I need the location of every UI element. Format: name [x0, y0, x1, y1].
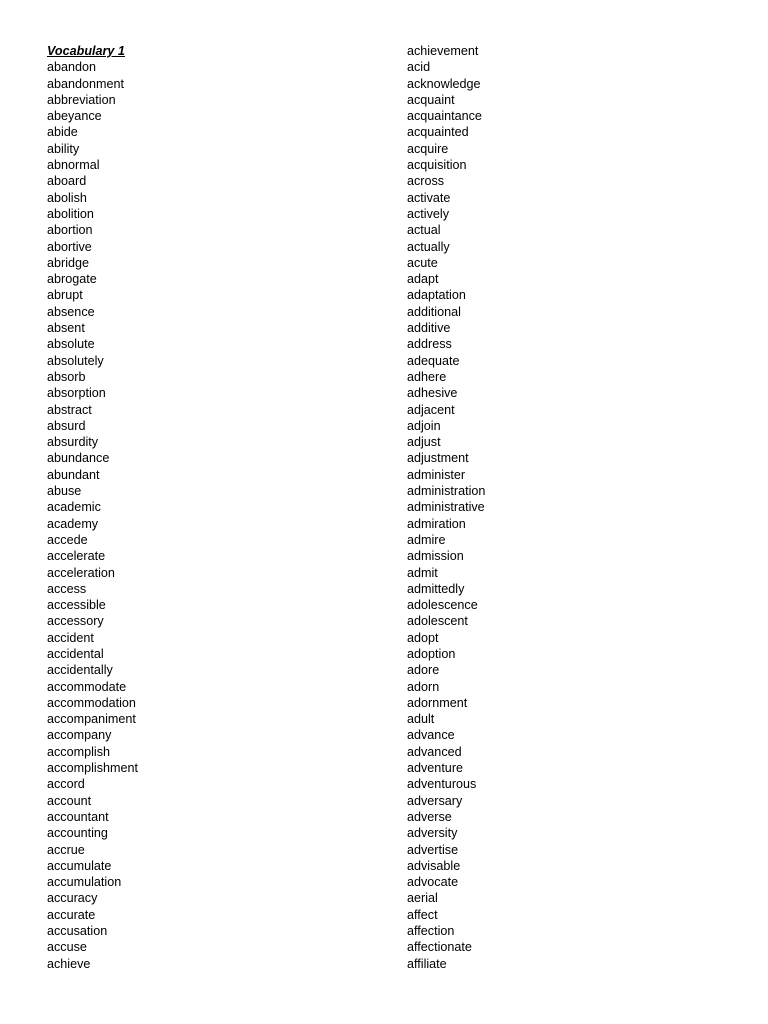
vocabulary-word: abandonment — [47, 76, 125, 91]
vocabulary-word: absurdity — [47, 435, 99, 450]
vocabulary-word: accomplishment — [47, 761, 138, 776]
vocabulary-word: abundance — [47, 451, 110, 466]
vocabulary-word: adventurous — [407, 777, 477, 792]
vocabulary-word: adequate — [407, 353, 460, 368]
vocabulary-word: admiration — [407, 516, 466, 531]
vocabulary-word: acceleration — [47, 565, 115, 580]
vocabulary-word: adult — [407, 712, 435, 727]
vocabulary-word: affection — [407, 924, 455, 939]
vocabulary-word: admit — [407, 565, 438, 580]
vocabulary-word: abolish — [47, 190, 87, 205]
vocabulary-word: acid — [407, 60, 431, 75]
vocabulary-word: admire — [407, 532, 446, 547]
vocabulary-word: abortive — [47, 239, 92, 254]
vocabulary-word: abortion — [47, 223, 93, 238]
vocabulary-word: adorn — [407, 679, 440, 694]
vocabulary-word: address — [407, 337, 452, 352]
vocabulary-word: adapt — [407, 272, 439, 287]
vocabulary-word: accuse — [47, 940, 87, 955]
vocabulary-word: abundant — [47, 467, 100, 482]
vocabulary-word: absolute — [47, 337, 95, 352]
vocabulary-word: adverse — [407, 809, 452, 824]
vocabulary-word: adore — [407, 663, 440, 678]
vocabulary-word: accomplish — [47, 744, 110, 759]
vocabulary-word: adhere — [407, 369, 447, 384]
vocabulary-word: acquaintance — [407, 109, 482, 124]
vocabulary-word: acknowledge — [407, 76, 481, 91]
vocabulary-word: accompaniment — [47, 712, 136, 727]
vocabulary-word: adhesive — [407, 386, 458, 401]
vocabulary-word: affect — [407, 907, 438, 922]
vocabulary-word: actual — [407, 223, 441, 238]
vocabulary-word: adjacent — [407, 402, 455, 417]
vocabulary-word: acute — [407, 255, 438, 270]
vocabulary-word: additional — [407, 304, 461, 319]
vocabulary-word: adjust — [407, 435, 441, 450]
vocabulary-word: accede — [47, 532, 88, 547]
vocabulary-word: abuse — [47, 484, 82, 499]
vocabulary-word: admittedly — [407, 581, 465, 596]
vocabulary-word: accumulate — [47, 858, 112, 873]
vocabulary-word: abeyance — [47, 109, 102, 124]
vocabulary-word: accommodation — [47, 695, 136, 710]
vocabulary-word: accident — [47, 630, 94, 645]
vocabulary-word: advance — [407, 728, 455, 743]
vocabulary-word: adopt — [407, 630, 439, 645]
vocabulary-word: adversary — [407, 793, 463, 808]
vocabulary-word: acquaint — [407, 92, 455, 107]
vocabulary-word: achievement — [407, 44, 479, 58]
vocabulary-word: advanced — [407, 744, 462, 759]
vocabulary-word: accessory — [47, 614, 104, 629]
vocabulary-word: adjoin — [407, 418, 441, 433]
vocabulary-word: abandon — [47, 60, 97, 75]
vocabulary-word: absorption — [47, 386, 106, 401]
vocabulary-word: advisable — [407, 858, 461, 873]
vocabulary-word: absolutely — [47, 353, 104, 368]
vocabulary-word: accessible — [47, 598, 106, 613]
vocabulary-word: abrupt — [47, 288, 83, 303]
vocabulary-word: actively — [407, 206, 449, 221]
vocabulary-word: across — [407, 174, 445, 189]
vocabulary-word: accidental — [47, 646, 104, 661]
vocabulary-word: advertise — [407, 842, 459, 857]
vocabulary-word: adaptation — [407, 288, 466, 303]
vocabulary-word: accounting — [47, 826, 108, 841]
vocabulary-word: administration — [407, 484, 486, 499]
vocabulary-word: abstract — [47, 402, 92, 417]
vocabulary-word: administer — [407, 467, 466, 482]
vocabulary-word: accrue — [47, 842, 85, 857]
vocabulary-word: abnormal — [47, 158, 100, 173]
vocabulary-word: ability — [47, 141, 80, 156]
left-word-column — [47, 43, 367, 972]
vocabulary-word: adolescent — [407, 614, 468, 629]
vocabulary-word: abide — [47, 125, 78, 140]
right-word-column — [407, 43, 727, 972]
vocabulary-word: additive — [407, 321, 451, 336]
vocabulary-word: accelerate — [47, 549, 106, 564]
vocabulary-word: admission — [407, 549, 464, 564]
vocabulary-word: accurate — [47, 907, 96, 922]
vocabulary-word: affectionate — [407, 940, 472, 955]
vocabulary-word: affiliate — [407, 956, 447, 971]
vocabulary-word: academy — [47, 516, 99, 531]
vocabulary-word: adversity — [407, 826, 458, 841]
vocabulary-word: absent — [47, 321, 85, 336]
vocabulary-word: achieve — [47, 956, 91, 971]
vocabulary-word: accompany — [47, 728, 112, 743]
vocabulary-word: access — [47, 581, 87, 596]
vocabulary-word: absence — [47, 304, 95, 319]
vocabulary-word: abolition — [47, 206, 94, 221]
vocabulary-word: abridge — [47, 255, 90, 270]
vocabulary-word: adolescence — [407, 598, 478, 613]
vocabulary-word: accumulation — [47, 875, 122, 890]
vocabulary-word: abbreviation — [47, 92, 116, 107]
vocabulary-word: adoption — [407, 646, 456, 661]
vocabulary-heading: Vocabulary 1 — [47, 44, 125, 58]
vocabulary-word: actually — [407, 239, 450, 254]
vocabulary-word: adornment — [407, 695, 468, 710]
vocabulary-word: adventure — [407, 761, 464, 776]
vocabulary-word: adjustment — [407, 451, 469, 466]
vocabulary-word: accord — [47, 777, 85, 792]
vocabulary-word: activate — [407, 190, 451, 205]
vocabulary-word: administrative — [407, 500, 485, 515]
vocabulary-word: abrogate — [47, 272, 97, 287]
vocabulary-word: acquainted — [407, 125, 469, 140]
vocabulary-word: accountant — [47, 809, 109, 824]
vocabulary-word: absorb — [47, 369, 86, 384]
vocabulary-word: academic — [47, 500, 101, 515]
vocabulary-word: accuracy — [47, 891, 98, 906]
vocabulary-word: absurd — [47, 418, 86, 433]
vocabulary-word: account — [47, 793, 92, 808]
vocabulary-word: aerial — [407, 891, 438, 906]
vocabulary-word: acquire — [407, 141, 449, 156]
vocabulary-word: acquisition — [407, 158, 467, 173]
vocabulary-word: accusation — [47, 924, 108, 939]
vocabulary-word: advocate — [407, 875, 459, 890]
vocabulary-word: aboard — [47, 174, 87, 189]
vocabulary-word: accommodate — [47, 679, 127, 694]
vocabulary-word: accidentally — [47, 663, 113, 678]
